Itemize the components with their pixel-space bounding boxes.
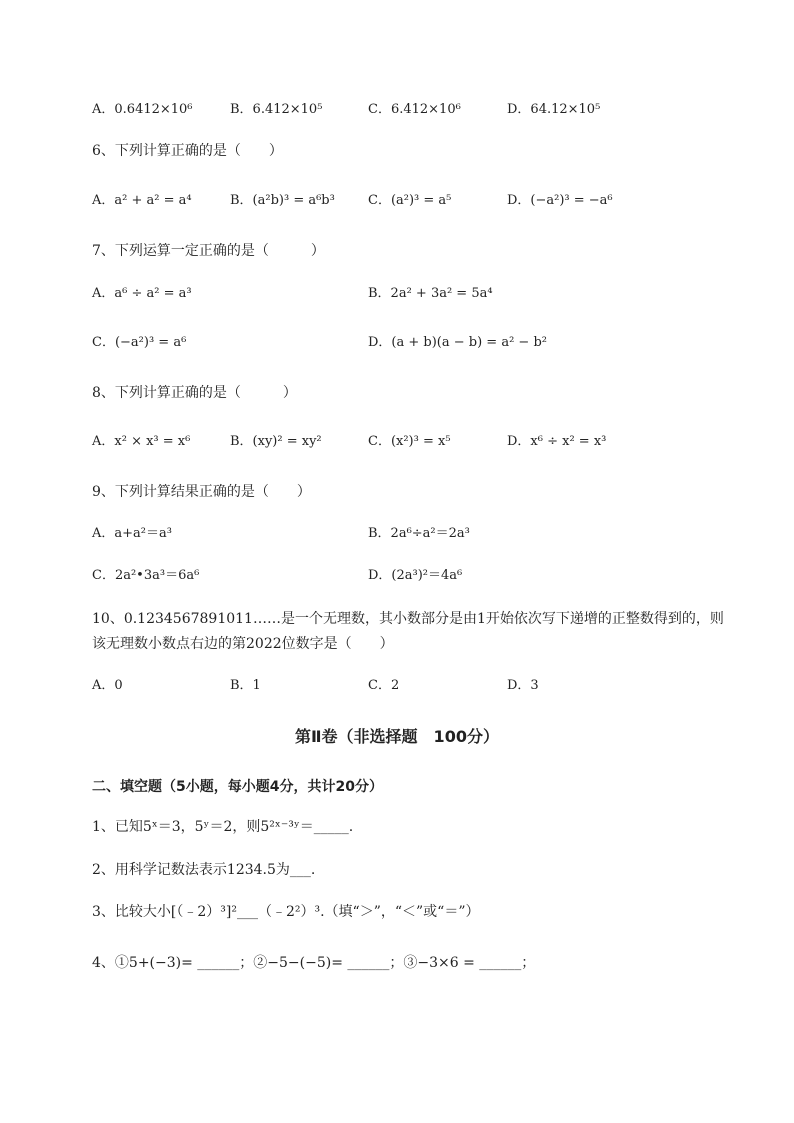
q8-option-a: A．x² × x³ = x⁶ — [92, 434, 191, 449]
q9-option-c: C．2a²•3a³＝6a⁶ — [92, 568, 200, 583]
fill-question-3: 3、比较大小[（﹣2）³]²___（﹣2²）³.（填“＞”，“＜”或“＝”） — [92, 904, 480, 920]
q6-option-a: A．a² + a² = a⁴ — [92, 193, 192, 208]
q10-option-b: B．1 — [230, 678, 261, 693]
q9-option-a: A．a+a²＝a³ — [92, 526, 172, 541]
q6-stem: 6、下列计算正确的是（ ） — [92, 143, 283, 159]
fill-question-2: 2、用科学记数法表示1234.5为___. — [92, 862, 316, 878]
fill-question-1: 1、已知5ˣ＝3，5ʸ＝2，则5²ˣ⁻³ʸ＝_____. — [92, 819, 354, 835]
q5-option-d: D．64.12×10⁵ — [507, 102, 601, 117]
fill-question-4: 4、①5+(−3)= ______；②−5−(−5)= ______；③−3×6 = ______； — [92, 955, 536, 971]
q10-option-d: D．3 — [507, 678, 539, 693]
q6-option-c: C．(a²)³ = a⁵ — [368, 193, 452, 208]
q7-option-b: B．2a² + 3a² = 5a⁴ — [368, 286, 493, 301]
q9-stem: 9、下列计算结果正确的是（ ） — [92, 484, 311, 500]
q8-stem: 8、下列计算正确的是（ ） — [92, 385, 297, 401]
q8-option-d: D．x⁶ ÷ x² = x³ — [507, 434, 607, 449]
q10-stem: 10、0.1234567891011……是一个无理数，其小数部分是由1开始依次写下递增的正整数得到的，则该无理数小数点右边的第2022位数字是（ ） — [92, 611, 724, 652]
q5-option-c: C．6.412×10⁶ — [368, 102, 461, 117]
q5-option-b: B．6.412×10⁵ — [230, 102, 323, 117]
q10-option-c: C．2 — [368, 678, 400, 693]
q6-option-d: D．(−a²)³ = −a⁶ — [507, 193, 613, 208]
fill-in-part-title: 二、填空题（5小题，每小题4分，共计20分） — [92, 779, 383, 795]
q6-option-b: B．(a²b)³ = a⁶b³ — [230, 193, 335, 208]
q5-option-a: A．0.6412×10⁶ — [92, 102, 193, 117]
q9-option-b: B．2a⁶÷a²＝2a³ — [368, 526, 470, 541]
q7-option-d: D．(a + b)(a − b) = a² − b² — [368, 335, 547, 350]
q7-option-a: A．a⁶ ÷ a² = a³ — [92, 286, 192, 301]
q8-option-b: B．(xy)² = xy² — [230, 434, 322, 449]
section-2-title: 第Ⅱ卷（非选择题 100分） — [295, 727, 499, 746]
q10-option-a: A．0 — [92, 678, 123, 693]
q7-stem: 7、下列运算一定正确的是（ ） — [92, 243, 325, 259]
q9-option-d: D．(2a³)²＝4a⁶ — [368, 568, 463, 583]
q8-option-c: C．(x²)³ = x⁵ — [368, 434, 451, 449]
q7-option-c: C．(−a²)³ = a⁶ — [92, 335, 187, 350]
